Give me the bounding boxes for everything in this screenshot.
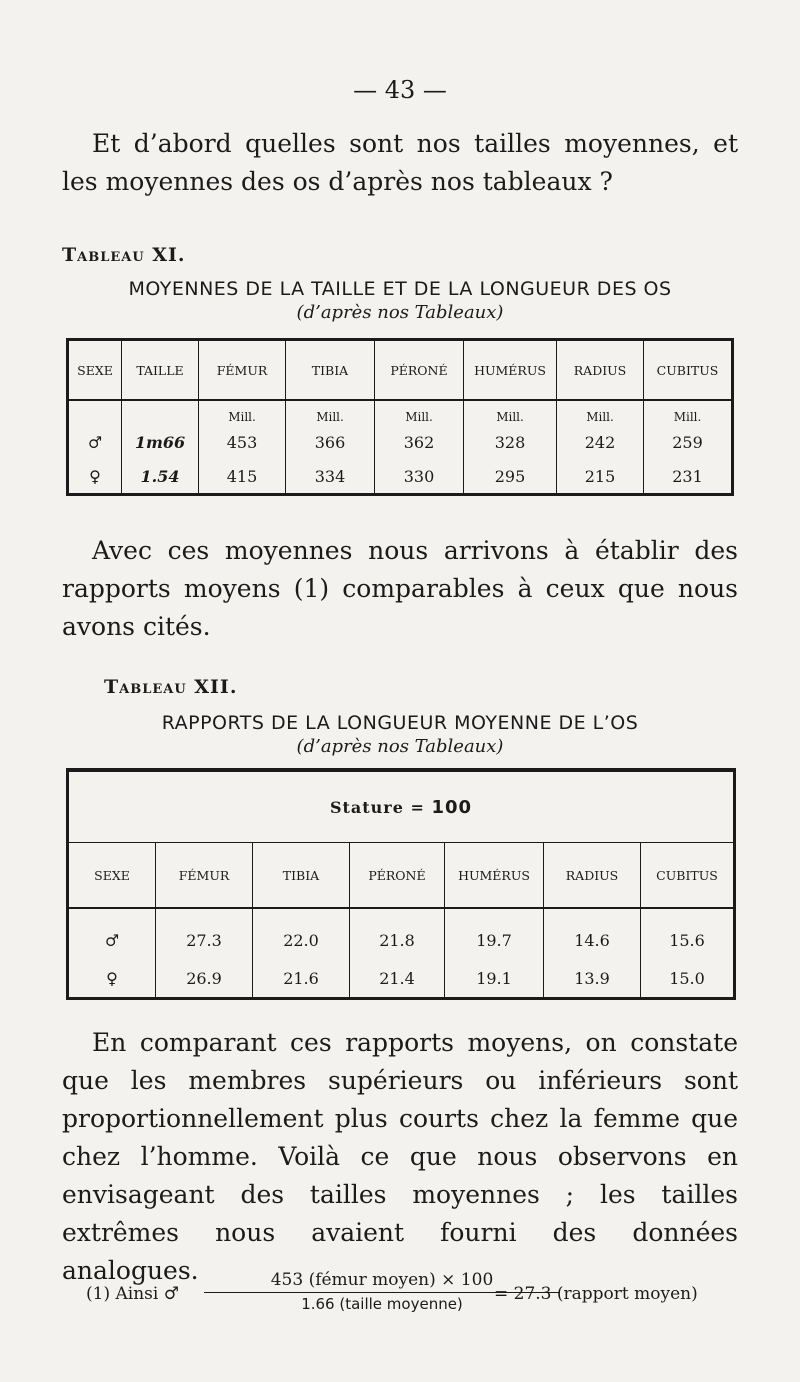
sex-cell: ♂ [68, 908, 156, 959]
col-header: TAILLE [122, 340, 199, 401]
col-header: RADIUS [557, 340, 644, 401]
col-header: FÉMUR [199, 340, 286, 401]
stature-label: Stature = [329, 797, 432, 817]
taille-cell: 1.54 [122, 459, 199, 495]
fraction-denominator: 1.66 (taille moyenne) [301, 1295, 463, 1313]
col-header: SEXE [68, 340, 122, 401]
paragraph-rapports: Avec ces moyennes nous arrivons à établir des rapports moyens (1) comparables à ceux que nous avons cités. [62, 536, 738, 641]
unit-cell: Mill. [375, 400, 464, 425]
col-header: CUBITUS [641, 843, 735, 909]
unit-cell [122, 400, 199, 425]
paragraph-comparaison: En comparant ces rapports moyens, on constate que les membres supérieurs ou inférieurs sont proportionnellement plus courts chez la femme que chez l’homme. Voilà ce que nous observons en envisageant des tailles moyennes ; les tailles extrêmes nous avaient fourni des données analogues. [62, 1028, 738, 1285]
col-header: RADIUS [544, 843, 641, 909]
unit-cell: Mill. [644, 400, 733, 425]
page-number: — 43 — [353, 76, 447, 104]
value-cell: 295 [464, 459, 557, 495]
fraction-numerator: 453 (fémur moyen) × 100 [204, 1270, 560, 1293]
sex-cell: ♂ [68, 425, 122, 459]
table-row [68, 459, 733, 495]
value-cell: 19.1 [445, 959, 544, 999]
sex-cell: ♀ [68, 959, 156, 999]
value-cell: 21.6 [253, 959, 350, 999]
unit-cell [68, 400, 122, 425]
table-row [68, 959, 735, 999]
value-cell: 15.0 [641, 959, 735, 999]
table-xii [66, 768, 736, 1000]
col-header: PÉRONÉ [350, 843, 445, 909]
table-xi-subtitle: (d’après nos Tableaux) [296, 302, 504, 323]
col-header: HUMÉRUS [464, 340, 557, 401]
table-xi-label: Tableau XI. [62, 244, 186, 266]
value-cell: 415 [199, 459, 286, 495]
unit-cell: Mill. [464, 400, 557, 425]
value-cell: 242 [557, 425, 644, 459]
unit-cell: Mill. [286, 400, 375, 425]
col-header: HUMÉRUS [445, 843, 544, 909]
value-cell: 366 [286, 425, 375, 459]
value-cell: 453 [199, 425, 286, 459]
table-xi-title: MOYENNES DE LA TAILLE ET DE LA LONGUEUR DES OS [128, 278, 672, 300]
footnote-label: (1) Ainsi ♂ [86, 1284, 179, 1304]
col-header: FÉMUR [156, 843, 253, 909]
table-xii-label: Tableau XII. [104, 676, 238, 698]
value-cell: 15.6 [641, 908, 735, 959]
table-row [68, 425, 733, 459]
value-cell: 19.7 [445, 908, 544, 959]
table-xi [66, 338, 734, 496]
value-cell: 22.0 [253, 908, 350, 959]
col-header: SEXE [68, 843, 156, 909]
value-cell: 27.3 [156, 908, 253, 959]
value-cell: 26.9 [156, 959, 253, 999]
value-cell: 215 [557, 459, 644, 495]
unit-cell: Mill. [199, 400, 286, 425]
value-cell: 362 [375, 425, 464, 459]
unit-cell: Mill. [557, 400, 644, 425]
value-cell: 13.9 [544, 959, 641, 999]
sex-cell: ♀ [68, 459, 122, 495]
col-header: TIBIA [253, 843, 350, 909]
col-header: CUBITUS [644, 340, 733, 401]
col-header: TIBIA [286, 340, 375, 401]
value-cell: 330 [375, 459, 464, 495]
footnote-result: = 27.3 (rapport moyen) [494, 1284, 698, 1304]
stature-value: 100 [431, 796, 473, 818]
col-header: PÉRONÉ [375, 340, 464, 401]
value-cell: 14.6 [544, 908, 641, 959]
intro-paragraph: Et d’abord quelles sont nos tailles moyennes, et les moyennes des os d’après nos tableaux ? [62, 129, 738, 196]
stature-header [68, 770, 735, 843]
table-row [68, 908, 735, 959]
value-cell: 21.4 [350, 959, 445, 999]
footnote [86, 1270, 736, 1330]
value-cell: 328 [464, 425, 557, 459]
taille-cell: 1m66 [122, 425, 199, 459]
value-cell: 21.8 [350, 908, 445, 959]
value-cell: 231 [644, 459, 733, 495]
value-cell: 334 [286, 459, 375, 495]
value-cell: 259 [644, 425, 733, 459]
table-xii-title: RAPPORTS DE LA LONGUEUR MOYENNE DE L’OS [161, 712, 639, 734]
table-xii-subtitle: (d’après nos Tableaux) [296, 736, 504, 757]
